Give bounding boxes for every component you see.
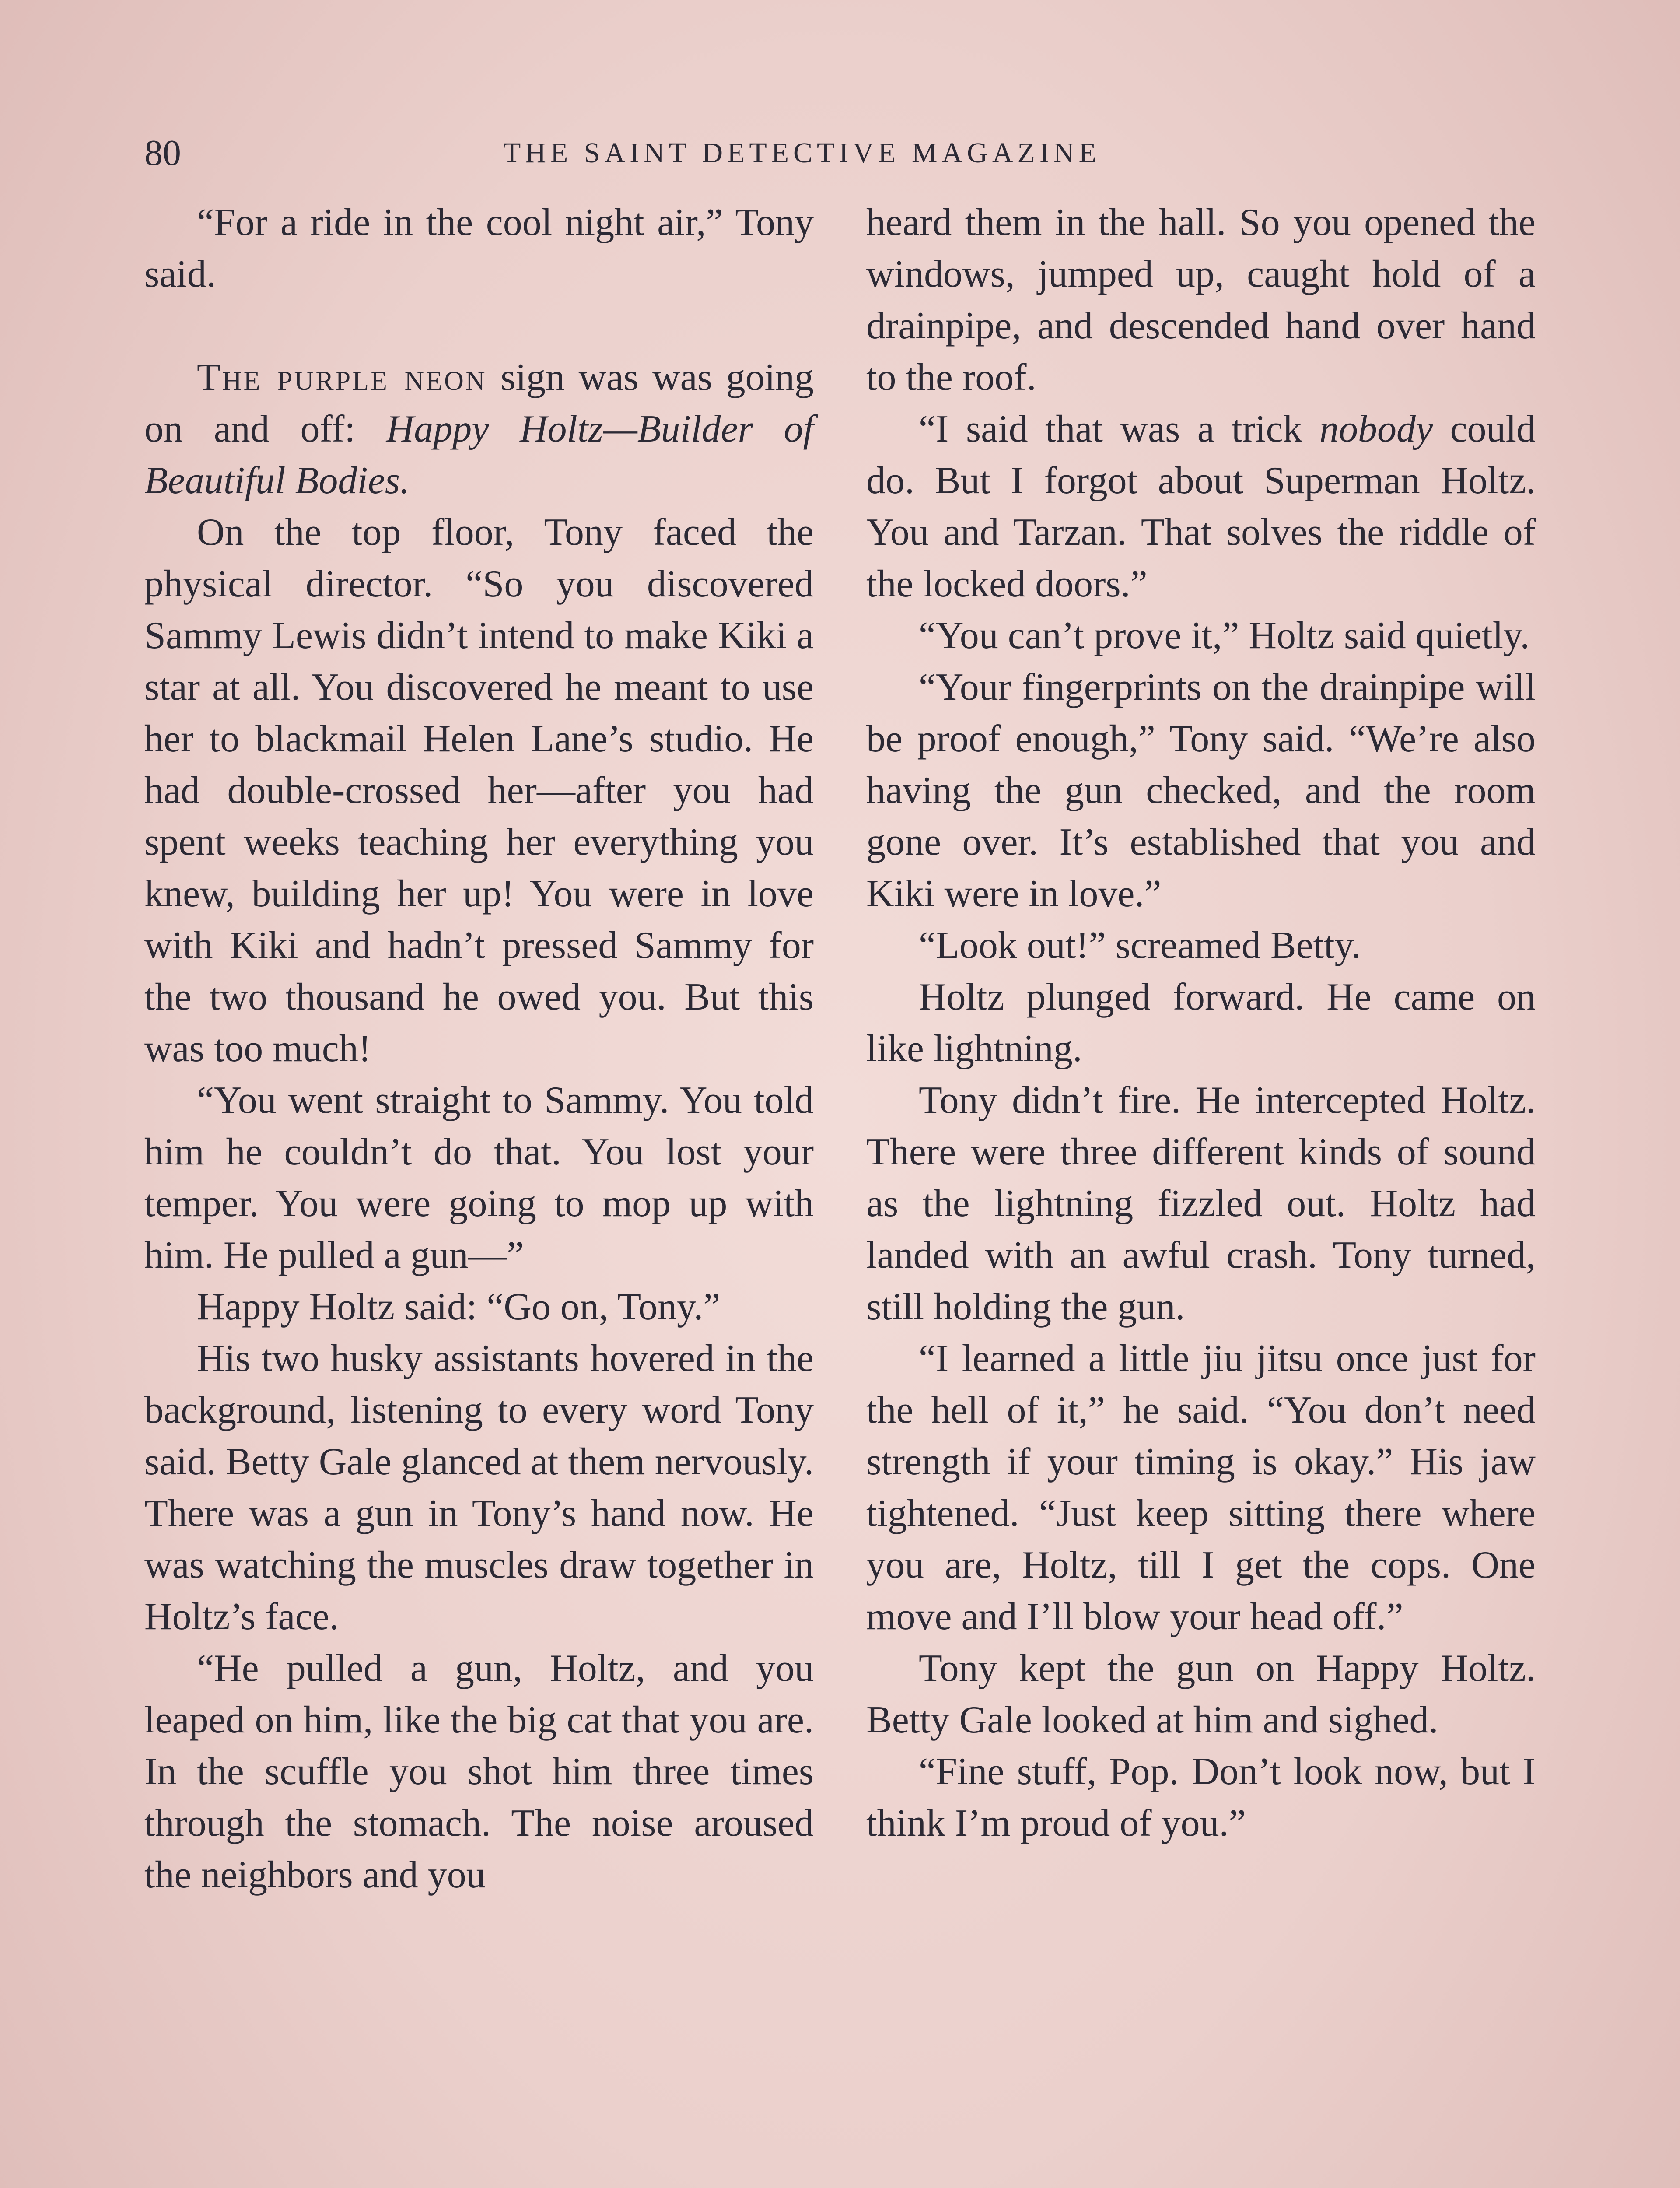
paragraph: Holtz plunged forward. He came on like lightning. [866, 976, 1536, 1070]
paragraph-text: could do. But I forgot about Superman Holtz. You and Tarzan. That solves the riddle of the locked doors.” [866, 408, 1536, 605]
page-number: 80 [144, 133, 181, 173]
paragraph: On the top floor, Tony faced the physical director. “So you discovered Sammy Lewis didn’t intend to make Kiki a star at all. You discovered he meant to use her to blackmail Helen Lane’s studio. He had double-crossed her—after you had spent weeks teaching her everything you knew, building her up! You were in love with Kiki and hadn’t pressed Sammy for the two thousand he owed you. But this was too much! [144, 511, 814, 1070]
paragraph: Tony didn’t fire. He intercepted Holtz. There were three different kinds of sound as the lightning fizzled out. Holtz had landed with an awful crash. Tony turned, still holding the gun. [866, 1079, 1536, 1328]
paragraph: “You went straight to Sammy. You told him he couldn’t do that. You lost your temper. You were going to mop up with him. He pulled a gun—” [144, 1079, 814, 1276]
left-column [144, 197, 814, 1901]
paragraph: “For a ride in the cool night air,” Tony said. [144, 201, 814, 295]
running-head [144, 127, 1544, 179]
paragraph: “Look out!” screamed Betty. [919, 924, 1361, 967]
magazine-title: THE SAINT DETECTIVE MAGAZINE [503, 137, 1101, 169]
paragraph: Happy Holtz said: “Go on, Tony.” [197, 1286, 721, 1328]
right-column [866, 197, 1536, 1849]
small-caps-lead: The purple neon [197, 356, 487, 399]
section-break [144, 300, 814, 352]
emphasis-text: nobody [1319, 408, 1433, 450]
paragraph: “He pulled a gun, Holtz, and you leaped on him, like the big cat that you are. In the scuffle you shot him three times through the stomach. The noise aroused the neighbors and you [144, 1647, 814, 1896]
paragraph [866, 403, 1536, 610]
neon-sign-text: Happy Holtz—Builder of Beautiful Bodies. [144, 408, 814, 502]
paragraph: “Fine stuff, Pop. Don’t look now, but I think I’m proud of you.” [866, 1750, 1536, 1844]
paragraph: Tony kept the gun on Happy Holtz. Betty Gale looked at him and sighed. [866, 1647, 1536, 1741]
paragraph: “You can’t prove it,” Holtz said quietly. [919, 614, 1530, 657]
paragraph: “I learned a little jiu jitsu once just for the hell of it,” he said. “You don’t need strength if your timing is okay.” His jaw tightened. “Just keep sitting there where you are, Holtz, till I get the cops. One move and I’ll blow your head off.” [866, 1337, 1536, 1638]
paragraph: “Your fingerprints on the drainpipe will be proof enough,” Tony said. “We’re also having the gun checked, and the room gone over. It’s established that you and Kiki were in love.” [866, 666, 1536, 915]
paragraph-section-start [144, 352, 814, 507]
paragraph-continued: heard them in the hall. So you opened the windows, jumped up, caught hold of a drainpipe, and descended hand over hand to the roof. [866, 201, 1536, 399]
paragraph-text: “I said that was a trick [919, 408, 1320, 450]
paragraph-text: sign was was going on and off: [144, 356, 814, 450]
paragraph: His two husky assistants hovered in the background, listening to every word Tony said. Betty Gale glanced at them nervously. There was a gun in Tony’s hand now. He was watching the muscles draw together in Holtz’s face. [144, 1337, 814, 1638]
